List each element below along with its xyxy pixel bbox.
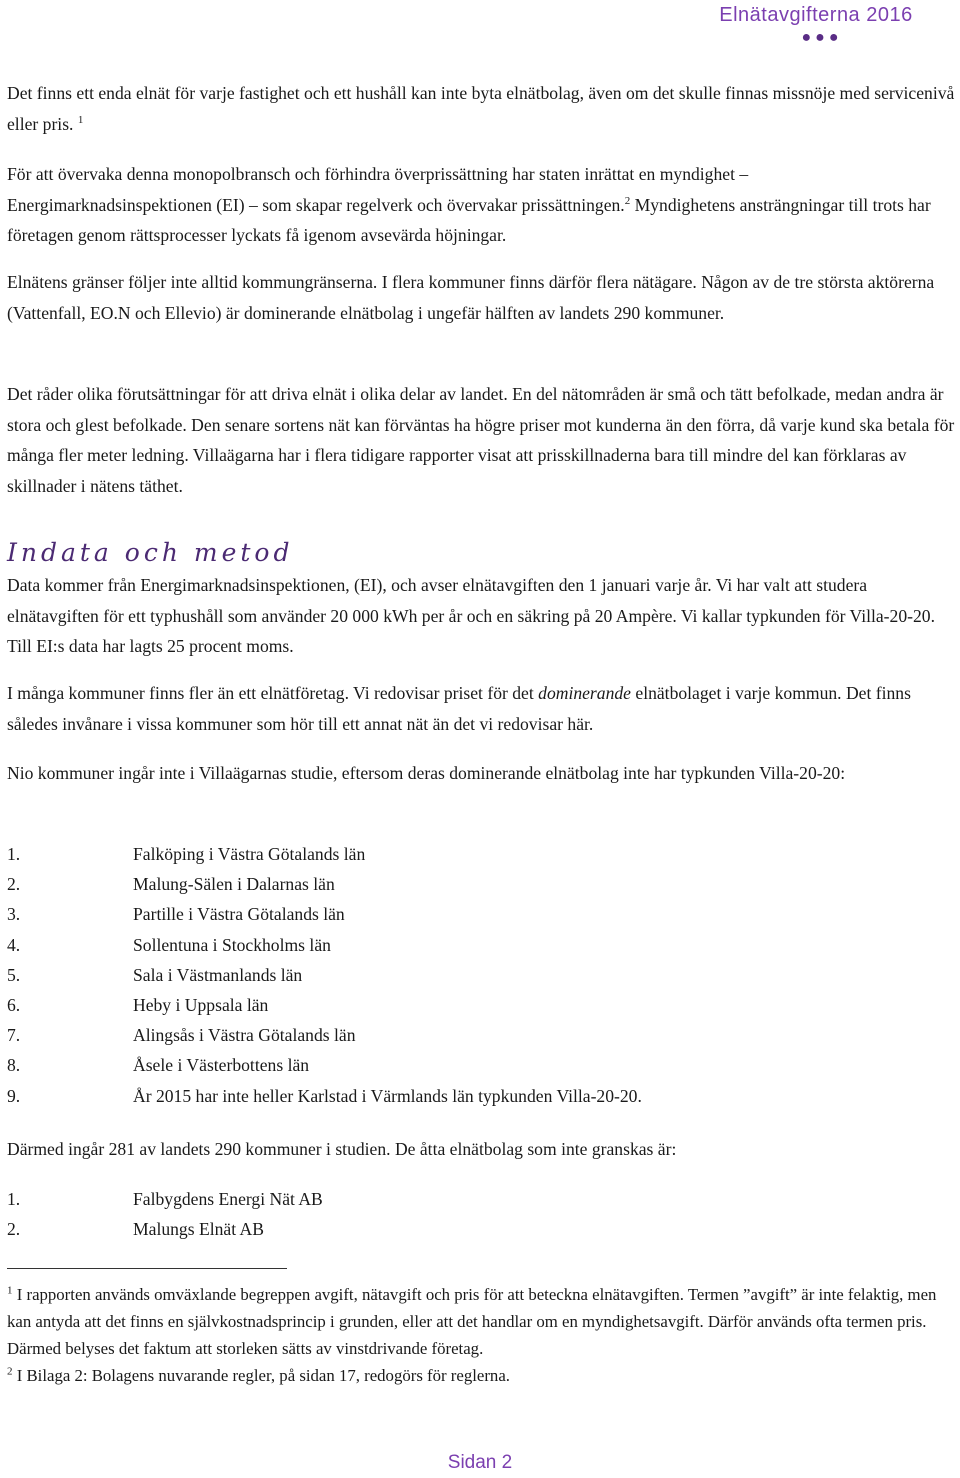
list-item-number: 6. xyxy=(7,995,21,1016)
excluded-intro-section xyxy=(7,758,957,789)
list-item-number: 8. xyxy=(7,1055,21,1076)
list-item-number: 2. xyxy=(7,874,21,895)
header-title: Elnätavgifterna 2016 xyxy=(719,4,913,26)
list-item xyxy=(7,899,957,929)
list-item xyxy=(7,930,957,960)
excluded-municipalities-list xyxy=(7,839,957,1111)
method-section xyxy=(7,538,957,662)
conditions-section xyxy=(7,379,957,501)
page-number: Sidan 2 xyxy=(447,1452,513,1473)
paragraph-excluded-intro: Nio kommuner ingår inte i Villaägarnas studie, eftersom deras dominerande elnätbolag inte har typkunden Villa-20-20: xyxy=(7,763,846,783)
paragraph-regulator: För att övervaka denna monopolbransch och förhindra överprissättning har staten inrättat en myndighet – Energimarknadsinspektionen (EI) – som skapar regelverk och övervakar prissättningen.$^2$ Myndighetens ansträngningar till trots har företagen genom rättsprocesser lyckats få igenom avsevärda höjningar. xyxy=(7,164,931,245)
list-item-number: 5. xyxy=(7,964,21,985)
paragraph-monopoly: Det finns ett enda elnät för varje fastighet och ett hushåll kan inte byta elnätbolag, även om det skulle finnas missnöje med servicenivå eller pris. $^1$ xyxy=(7,83,955,134)
dominant-section xyxy=(7,678,957,739)
list-item-text: Alingsås i Västra Götalands län xyxy=(133,1025,356,1046)
list-item xyxy=(7,1214,957,1244)
list-item-text: Åsele i Västerbottens län xyxy=(133,1055,310,1076)
footnote-text: I rapporten används omväxlande begreppen avgift, nätavgift och pris för att beteckna elnätavgiften. Termen ”avgift” är inte felaktig, men kan antyda att det finns en självkostnadsprincip i grunden, eller att det handlar om en myndighetsavgift. Därför används ofta termen pris. Därmed belyses det faktum att storleken sätts av vinstdrivande företag. xyxy=(7,1285,937,1358)
footnote-divider xyxy=(7,1268,287,1269)
paragraph-conditions: Det råder olika förutsättningar för att driva elnät i olika delar av landet. En del nätområden är små och tätt befolkade, medan andra är stora och glest befolkade. Den senare sortens nät kan förväntas ha högre priser mot kunderna än den förra, då varje kund ska betala för många fler meter ledning. Villaägarna har i flera tidigare rapporter visat att prisskillnaderna bara till mindre del kan förklaras av skillnader i nätens täthet. xyxy=(7,384,955,496)
list-item xyxy=(7,1081,957,1111)
list-item-text: Malung-Sälen i Dalarnas län xyxy=(133,874,335,895)
regulator-section xyxy=(7,159,957,251)
list-item-text: Sala i Västmanlands län xyxy=(133,964,303,985)
list-item-number: 1. xyxy=(7,1189,21,1209)
footnote-2 xyxy=(7,1362,952,1389)
list-item-text: Falköping i Västra Götalands län xyxy=(133,844,366,864)
list-item-text: Heby i Uppsala län xyxy=(133,995,269,1016)
header-dots-icon: ●●● xyxy=(801,29,843,46)
footnote-mark: 1 xyxy=(7,1284,13,1297)
list-item xyxy=(7,1184,957,1214)
list-item xyxy=(7,1050,957,1080)
footnote-mark: 2 xyxy=(7,1365,13,1378)
list-item-text: År 2015 har inte heller Karlstad i Värmlands län typkunden Villa-20-20. xyxy=(133,1085,642,1106)
list-item-number: 2. xyxy=(7,1219,21,1240)
list-item-text: Falbygdens Energi Nät AB xyxy=(133,1189,323,1209)
list-item-text: Malungs Elnät AB xyxy=(133,1219,264,1240)
list-item xyxy=(7,839,957,869)
footnotes xyxy=(7,1281,952,1389)
paragraph-borders: Elnätens gränser följer inte alltid kommungränserna. I flera kommuner finns därför flera nätägare. Någon av de tre största aktörerna (Vattenfall, EO.N och Ellevio) är dominerande elnätbolag i ungefär hälften av landets 290 kommuner. xyxy=(7,272,935,323)
list-item xyxy=(7,990,957,1020)
list-item-number: 3. xyxy=(7,904,21,925)
paragraph-dominant: I många kommuner finns fler än ett elnätföretag. Vi redovisar priset för det dominerande elnätbolaget i varje kommun. Det finns således invånare i vissa kommuner som hör till ett annat nät än det vi redovisar här. xyxy=(7,683,911,734)
list-item-number: 1. xyxy=(7,844,21,864)
list-item xyxy=(7,869,957,899)
excluded-list-section xyxy=(7,839,957,1111)
intro-section xyxy=(7,78,957,139)
summary-section xyxy=(7,1134,957,1165)
list-item-number: 4. xyxy=(7,934,21,955)
footnote-ref-1[interactable]: 1 xyxy=(77,113,84,126)
borders-section xyxy=(7,267,957,328)
footnote-1 xyxy=(7,1281,952,1362)
list-item-text: Partille i Västra Götalands län xyxy=(133,904,345,925)
companies-list-section xyxy=(7,1184,957,1244)
list-item-number: 7. xyxy=(7,1025,21,1046)
list-item-text: Sollentuna i Stockholms län xyxy=(133,934,331,955)
footnote-ref-2[interactable]: 2 xyxy=(624,194,631,207)
paragraph-data-source: Data kommer från Energimarknadsinspektionen, (EI), och avser elnätavgiften den 1 januari varje år. Vi har valt att studera elnätavgiften för ett typhushåll som använder 20 000 kWh per år och en säkring på 20 Ampère. Vi kallar typkunden för Villa-20-20. Till EI:s data har lagts 25 procent moms. xyxy=(7,575,935,656)
paragraph-summary: Därmed ingår 281 av landets 290 kommuner i studien. De åtta elnätbolag som inte granskas är: xyxy=(7,1139,677,1159)
running-header xyxy=(686,2,946,46)
list-item xyxy=(7,960,957,990)
section-heading: Indata och metod xyxy=(7,538,294,567)
excluded-companies-list xyxy=(7,1184,957,1244)
footnote-text: I Bilaga 2: Bolagens nuvarande regler, på sidan 17, redogörs för reglerna. xyxy=(12,1366,510,1385)
list-item xyxy=(7,1020,957,1050)
list-item-number: 9. xyxy=(7,1085,21,1106)
